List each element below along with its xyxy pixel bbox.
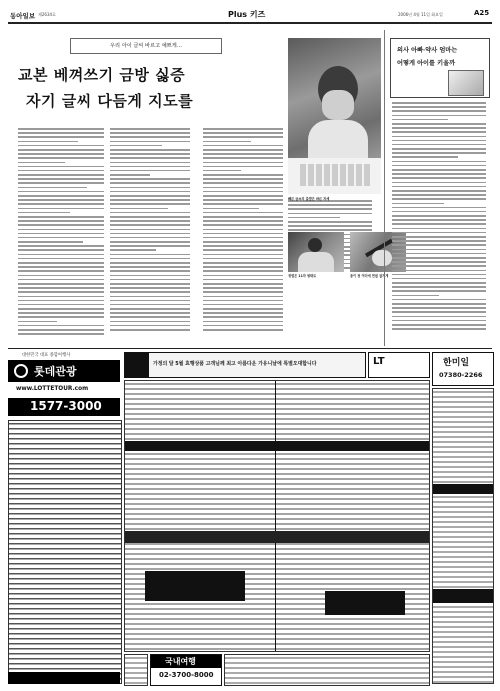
headline-line1: 교본 베껴쓰기 금방 싫증 [18, 66, 186, 84]
domestic-travel-title-bar [151, 655, 221, 668]
lotte-tour-logo [8, 360, 120, 382]
lotte-tour-phone: 1577-3000 [30, 399, 102, 413]
promo-banner [124, 352, 366, 378]
domestic-travel-ad [150, 654, 222, 686]
domestic-travel-phone: 02-3700-8000 [159, 671, 214, 679]
domestic-travel-title: 국내여행 [165, 657, 196, 666]
lotte-tour-logo-icon [14, 364, 28, 378]
lotte-tour-url[interactable]: www.LOTTETOUR.com [16, 386, 89, 392]
posture-photo [288, 232, 344, 272]
sidebar-divider [384, 30, 385, 346]
classified-listings-bottom-left [124, 654, 148, 686]
masthead: 동아일보 [10, 12, 36, 20]
lt-tour-ad [368, 352, 430, 378]
main-photo [288, 38, 381, 194]
promo-banner-text: 가정의 달 5월 효행상품 고객님께 최고 아름다운 가유니날에 특별오대합니다 [153, 361, 317, 367]
body-column-2 [110, 128, 190, 338]
sidebar-title-line2: 어떻게 아이를 키울까 [397, 60, 456, 67]
lotte-tour-listings [8, 420, 122, 684]
body-column-1 [18, 128, 104, 338]
article-ads-divider [8, 348, 492, 349]
issue-date: 2006년 4월 11일 화요일 [398, 12, 443, 17]
article-kicker: 우리 아이 글씨 바르고 예쁘게… [70, 38, 222, 54]
lotte-tour-brand: 롯데관광 [34, 365, 77, 378]
classified-listings-center [124, 380, 430, 652]
right-company-ad [432, 352, 494, 386]
right-company-name: 한미일 [443, 358, 470, 368]
promo-banner-badge [125, 353, 149, 377]
lotte-tour-footer-bar [8, 672, 120, 684]
posture-photo-caption [288, 274, 348, 278]
page-number: A25 [474, 9, 490, 17]
headline-line2: 자기 글씨 다듬게 지도를 [26, 92, 194, 110]
posture-caption-title: 정렬은 11자 형태로 [288, 274, 317, 278]
sidebar-body [392, 102, 486, 342]
header-rule [8, 22, 492, 24]
lotte-tour-top-line: 대한민국 대표 종합여행사 [22, 353, 71, 358]
sidebar-title-line1: 의사 아빠·약사 엄마는 [397, 47, 458, 54]
section-title: Plus 키즈 [228, 10, 266, 19]
pencil-grip-caption-title: 종이 첫 여더에 연필 잡지게 [350, 274, 389, 278]
sidebar-book-cover [448, 70, 484, 96]
lt-tour-logo: LT [373, 356, 385, 367]
classified-listings-bottom [224, 654, 430, 686]
lotte-tour-phone-bar [8, 398, 120, 416]
body-column-3 [203, 128, 283, 338]
right-company-phone: 07380-2266 [439, 371, 483, 379]
issue-number: 제2634호 [38, 12, 56, 17]
classified-listings-right [432, 388, 494, 684]
main-photo-caption-title: 빼른 글씨의 출발은 바른 자세 [288, 197, 330, 201]
